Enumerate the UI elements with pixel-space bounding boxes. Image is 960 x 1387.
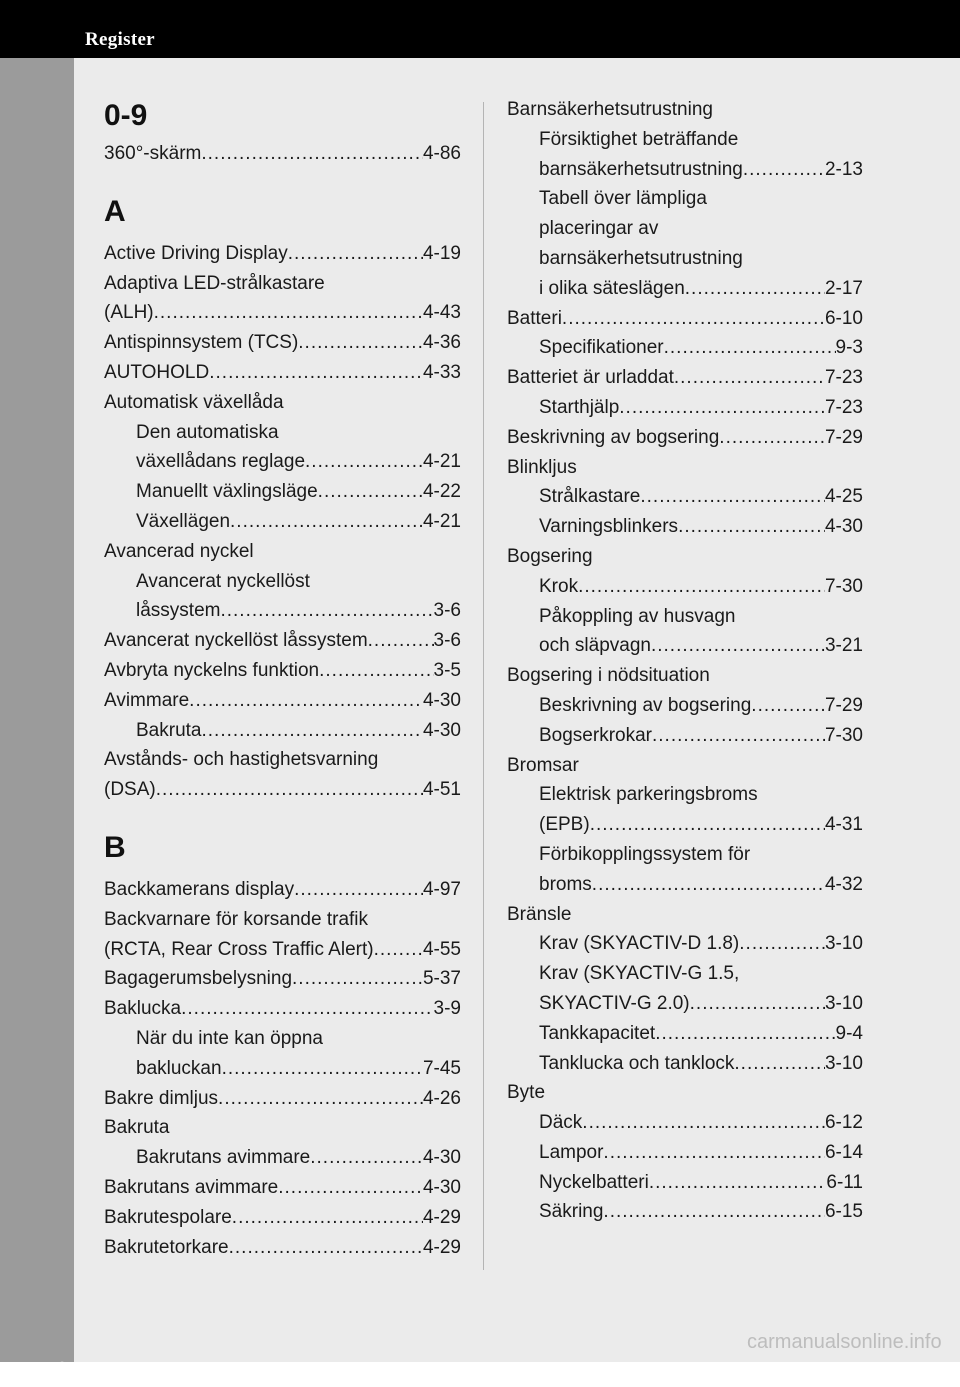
entry-text: Förbikopplingssystem för xyxy=(539,843,751,865)
index-entry xyxy=(104,1024,461,1054)
index-entry xyxy=(507,1078,863,1108)
index-entry xyxy=(104,775,461,805)
index-entry xyxy=(507,572,863,602)
leader-dots xyxy=(298,328,423,358)
entry-page-ref: 3-6 xyxy=(433,630,461,652)
index-entry xyxy=(104,1173,461,1203)
index-entry xyxy=(507,751,863,781)
leader-dots xyxy=(201,139,423,169)
index-entry xyxy=(507,1019,863,1049)
index-entry xyxy=(507,214,863,244)
index-entry xyxy=(104,1084,461,1114)
leader-dots xyxy=(674,363,825,393)
entry-text: Backkamerans display xyxy=(104,878,295,900)
index-entry xyxy=(104,507,461,537)
leader-dots xyxy=(652,721,825,751)
entry-page-ref: 4-43 xyxy=(422,302,461,324)
leader-dots xyxy=(578,572,825,602)
entry-page-ref: 4-25 xyxy=(824,486,863,508)
entry-page-ref: 3-21 xyxy=(824,635,863,657)
index-entry xyxy=(104,905,461,935)
index-entry xyxy=(507,780,863,810)
entry-text: Specifikationer xyxy=(539,337,664,359)
entry-text: Beskrivning av bogsering xyxy=(507,426,720,448)
entry-text: (RCTA, Rear Cross Traffic Alert) xyxy=(104,938,374,960)
entry-page-ref: 3-10 xyxy=(824,992,863,1014)
entry-text: Active Driving Display xyxy=(104,242,288,264)
right-column-entries xyxy=(507,95,863,1227)
entry-text: Varningsblinkers xyxy=(539,516,679,538)
leader-dots xyxy=(562,304,825,334)
leader-dots xyxy=(640,482,825,512)
index-entry xyxy=(104,656,461,686)
leader-dots xyxy=(592,870,825,900)
entry-text: bakluckan xyxy=(136,1057,222,1079)
index-entry xyxy=(104,477,461,507)
leader-dots xyxy=(590,810,825,840)
leader-dots xyxy=(154,298,423,328)
entry-page-ref: 4-86 xyxy=(422,143,461,164)
entry-text: (ALH) xyxy=(104,302,154,324)
leader-dots xyxy=(220,596,433,626)
entry-text: Tanklucka och tanklock xyxy=(539,1052,735,1074)
leader-dots xyxy=(319,656,433,686)
section-b-entries xyxy=(104,875,461,1262)
leader-dots xyxy=(318,477,423,507)
entry-text: SKYACTIV-G 2.0) xyxy=(539,992,690,1014)
leader-dots xyxy=(751,691,825,721)
entry-text: Krav (SKYACTIV-D 1.8) xyxy=(539,933,740,955)
leader-dots xyxy=(619,393,825,423)
entry-page-ref: 4-33 xyxy=(422,361,461,383)
leader-dots xyxy=(230,507,423,537)
entry-page-ref: 7-23 xyxy=(824,396,863,418)
index-entry xyxy=(507,989,863,1019)
entry-text: Automatisk växellåda xyxy=(104,391,284,413)
index-entry xyxy=(507,900,863,930)
entry-text: Försiktighet beträffande xyxy=(539,128,739,150)
entry-page-ref: 4-21 xyxy=(422,451,461,473)
index-entry xyxy=(104,298,461,328)
index-entry xyxy=(104,239,461,269)
index-entry xyxy=(104,745,461,775)
entry-text: Bakruta xyxy=(136,719,202,741)
index-entry xyxy=(104,1233,461,1263)
entry-text: Avimmare xyxy=(104,689,190,711)
watermark: carmanualsonline.info xyxy=(747,1331,942,1353)
index-entry xyxy=(507,482,863,512)
entry-page-ref: 9-3 xyxy=(835,337,863,359)
index-entry xyxy=(507,810,863,840)
entry-page-ref: 4-51 xyxy=(422,779,461,801)
leader-dots xyxy=(690,989,825,1019)
entry-page-ref: 4-30 xyxy=(824,516,863,538)
index-entry xyxy=(507,929,863,959)
section-0-9-entries xyxy=(104,139,461,169)
entry-text: Avancerad nyckel xyxy=(104,540,254,562)
index-entry xyxy=(507,125,863,155)
leader-dots xyxy=(374,935,423,965)
leader-dots xyxy=(156,775,423,805)
index-entry xyxy=(104,994,461,1024)
entry-text: Säkring xyxy=(539,1201,604,1223)
entry-text: Backvarnare för korsande trafik xyxy=(104,908,369,930)
entry-text: Manuellt växlingsläge xyxy=(136,481,318,503)
entry-text: (EPB) xyxy=(539,814,590,836)
entry-text: Bogsering i nödsituation xyxy=(507,665,710,687)
right-column xyxy=(507,95,863,1227)
entry-page-ref: 6-10 xyxy=(824,307,863,329)
leader-dots xyxy=(664,333,836,363)
leader-dots xyxy=(229,1233,423,1263)
entry-text: Bromsar xyxy=(507,754,579,776)
entry-text: Bakrutespolare xyxy=(104,1206,232,1228)
index-entry xyxy=(507,870,863,900)
section-heading-a: A xyxy=(104,194,126,228)
leader-dots xyxy=(743,155,825,185)
entry-text: Påkoppling av husvagn xyxy=(539,605,736,627)
index-entry xyxy=(104,447,461,477)
entry-text: Blinkljus xyxy=(507,456,577,478)
index-entry xyxy=(507,393,863,423)
index-entry xyxy=(507,602,863,632)
leader-dots xyxy=(189,686,423,716)
entry-text: placeringar av xyxy=(539,218,659,240)
index-entry xyxy=(104,964,461,994)
entry-page-ref: 4-22 xyxy=(422,481,461,503)
entry-text: Beskrivning av bogsering xyxy=(539,694,752,716)
entry-page-ref: 4-26 xyxy=(422,1087,461,1109)
entry-text: låssystem xyxy=(136,600,221,622)
leader-dots xyxy=(651,631,825,661)
entry-page-ref: 4-21 xyxy=(422,510,461,532)
entry-page-ref: 6-15 xyxy=(824,1201,863,1223)
leader-dots xyxy=(181,994,433,1024)
index-entry xyxy=(507,840,863,870)
index-entry xyxy=(104,328,461,358)
index-entry xyxy=(104,418,461,448)
entry-page-ref: 3-10 xyxy=(824,1052,863,1074)
index-entry xyxy=(507,304,863,334)
leader-dots xyxy=(603,1197,825,1227)
section-a-entries xyxy=(104,239,461,805)
leader-dots xyxy=(278,1173,423,1203)
index-content xyxy=(74,58,960,1362)
index-entry xyxy=(104,686,461,716)
index-entry xyxy=(507,542,863,572)
entry-page-ref: 2-13 xyxy=(824,158,863,180)
entry-text: Tankkapacitet xyxy=(539,1022,656,1044)
leader-dots xyxy=(310,1143,423,1173)
entry-page-ref: 7-29 xyxy=(824,694,863,716)
entry-text: Baklucka xyxy=(104,998,182,1020)
page-number: 11-2 xyxy=(16,1356,71,1386)
entry-text: Barnsäkerhetsutrustning xyxy=(507,99,713,120)
leader-dots xyxy=(201,716,422,746)
entry-page-ref: 4-97 xyxy=(422,878,461,900)
index-entry xyxy=(104,1143,461,1173)
section-heading-b: B xyxy=(104,830,126,864)
entry-page-ref: 4-36 xyxy=(422,332,461,354)
entry-page-ref: 4-32 xyxy=(824,873,863,895)
index-entry xyxy=(507,363,863,393)
entry-text: Den automatiska xyxy=(136,421,279,443)
entry-text: Batteriet är urladdat xyxy=(507,367,674,389)
index-entry xyxy=(104,626,461,656)
side-strip xyxy=(0,58,74,1386)
leader-dots xyxy=(678,512,825,542)
leader-dots xyxy=(218,1084,423,1114)
index-entry xyxy=(104,139,461,169)
index-entry xyxy=(104,875,461,905)
entry-text: Krav (SKYACTIV-G 1.5, xyxy=(539,963,740,985)
entry-page-ref: 7-29 xyxy=(824,426,863,448)
index-entry xyxy=(104,537,461,567)
entry-text: Däck xyxy=(539,1112,583,1134)
entry-page-ref: 9-4 xyxy=(835,1022,863,1044)
leader-dots xyxy=(734,1049,825,1079)
leader-dots xyxy=(655,1019,835,1049)
index-entry xyxy=(104,358,461,388)
entry-text: Lampor xyxy=(539,1141,604,1163)
entry-text: Bakre dimljus xyxy=(104,1087,219,1109)
entry-text: Avstånds- och hastighetsvarning xyxy=(104,749,379,771)
entry-page-ref: 7-45 xyxy=(422,1057,461,1079)
entry-text: barnsäkerhetsutrustning xyxy=(539,158,743,180)
leader-dots xyxy=(368,626,434,656)
leader-dots xyxy=(739,929,825,959)
index-entry xyxy=(507,631,863,661)
index-entry xyxy=(507,721,863,751)
entry-text: (DSA) xyxy=(104,779,156,801)
entry-page-ref: 7-30 xyxy=(824,575,863,597)
index-entry xyxy=(507,1197,863,1227)
entry-text: Avbryta nyckelns funktion xyxy=(104,659,320,681)
entry-text: Bakruta xyxy=(104,1117,170,1139)
entry-text: Avancerat nyckellöst xyxy=(136,570,310,592)
index-entry xyxy=(507,1138,863,1168)
entry-text: Nyckelbatteri xyxy=(539,1171,649,1193)
entry-text: Bagagerumsbelysning xyxy=(104,968,293,990)
entry-page-ref: 3-10 xyxy=(824,933,863,955)
leader-dots xyxy=(603,1138,825,1168)
entry-text: Byte xyxy=(507,1082,546,1104)
index-entry xyxy=(507,95,863,125)
entry-text: barnsäkerhetsutrustning xyxy=(539,247,743,269)
entry-page-ref: 4-29 xyxy=(422,1236,461,1258)
entry-text: och släpvagn xyxy=(539,635,651,657)
entry-text: Bakrutetorkare xyxy=(104,1236,229,1258)
entry-page-ref: 5-37 xyxy=(422,968,461,990)
index-entry xyxy=(507,333,863,363)
leader-dots xyxy=(685,274,825,304)
index-entry xyxy=(104,596,461,626)
entry-page-ref: 4-30 xyxy=(422,689,461,711)
header-bar xyxy=(0,0,960,58)
entry-text: Strålkastare xyxy=(539,486,641,508)
index-entry xyxy=(507,1049,863,1079)
entry-page-ref: 6-11 xyxy=(826,1171,863,1193)
entry-page-ref: 3-5 xyxy=(433,659,461,681)
index-entry xyxy=(104,1203,461,1233)
index-entry xyxy=(507,244,863,274)
entry-text: växellådans reglage xyxy=(136,451,306,473)
entry-text: Växellägen xyxy=(136,510,231,532)
entry-text: AUTOHOLD xyxy=(104,361,210,383)
index-entry xyxy=(104,1113,461,1143)
entry-text: Starthjälp xyxy=(539,396,620,418)
entry-page-ref: 6-12 xyxy=(824,1112,863,1134)
leader-dots xyxy=(719,423,825,453)
entry-page-ref: 3-9 xyxy=(433,998,461,1020)
entry-text: Adaptiva LED-strålkastare xyxy=(104,272,325,294)
entry-text: Krok xyxy=(539,575,579,597)
entry-text: i olika säteslägen xyxy=(539,277,685,299)
leader-dots xyxy=(292,964,423,994)
entry-page-ref: 4-19 xyxy=(422,242,461,264)
index-entry xyxy=(507,512,863,542)
index-entry xyxy=(507,691,863,721)
entry-text: Elektrisk parkeringsbroms xyxy=(539,784,758,806)
entry-page-ref: 4-30 xyxy=(422,719,461,741)
leader-dots xyxy=(649,1168,827,1198)
entry-text: Batteri xyxy=(507,307,562,329)
entry-text: Bränsle xyxy=(507,903,572,925)
entry-text: När du inte kan öppna xyxy=(136,1027,323,1049)
entry-page-ref: 4-55 xyxy=(422,938,461,960)
entry-text: Bogsering xyxy=(507,545,593,567)
index-entry xyxy=(507,453,863,483)
index-entry xyxy=(104,716,461,746)
entry-page-ref: 3-6 xyxy=(433,600,461,622)
entry-page-ref: 4-31 xyxy=(824,814,863,836)
index-entry xyxy=(507,661,863,691)
entry-page-ref: 6-14 xyxy=(824,1141,863,1163)
entry-text: broms xyxy=(539,873,592,895)
index-entry xyxy=(507,184,863,214)
entry-page-ref: 4-29 xyxy=(422,1206,461,1228)
index-entry xyxy=(507,274,863,304)
leader-dots xyxy=(232,1203,423,1233)
index-entry xyxy=(507,1168,863,1198)
index-entry xyxy=(507,423,863,453)
header-title: Register xyxy=(85,29,155,50)
entry-text: Avancerat nyckellöst låssystem xyxy=(104,630,368,652)
column-divider xyxy=(483,102,484,1270)
leader-dots xyxy=(294,875,423,905)
leader-dots xyxy=(222,1054,423,1084)
index-entry xyxy=(104,567,461,597)
entry-text: Bogserkrokar xyxy=(539,724,652,746)
leader-dots xyxy=(288,239,423,269)
index-entry xyxy=(507,155,863,185)
entry-text: Tabell över lämpliga xyxy=(539,188,707,210)
entry-page-ref: 7-23 xyxy=(824,367,863,389)
leader-dots xyxy=(209,358,423,388)
index-entry xyxy=(507,959,863,989)
index-entry xyxy=(104,388,461,418)
entry-text: Bakrutans avimmare xyxy=(136,1147,311,1169)
entry-page-ref: 4-30 xyxy=(422,1176,461,1198)
entry-text: Antispinnsystem (TCS) xyxy=(104,332,299,354)
entry-page-ref: 2-17 xyxy=(824,277,863,299)
entry-page-ref: 7-30 xyxy=(824,724,863,746)
leader-dots xyxy=(305,447,423,477)
left-column xyxy=(104,95,461,1262)
index-entry xyxy=(104,1054,461,1084)
entry-text: Bakrutans avimmare xyxy=(104,1176,279,1198)
index-entry xyxy=(507,1108,863,1138)
entry-page-ref: 4-30 xyxy=(422,1147,461,1169)
leader-dots xyxy=(582,1108,825,1138)
index-entry xyxy=(104,269,461,299)
entry-text: 360°-skärm xyxy=(104,143,202,164)
section-heading-0-9: 0-9 xyxy=(104,99,148,132)
index-entry xyxy=(104,935,461,965)
